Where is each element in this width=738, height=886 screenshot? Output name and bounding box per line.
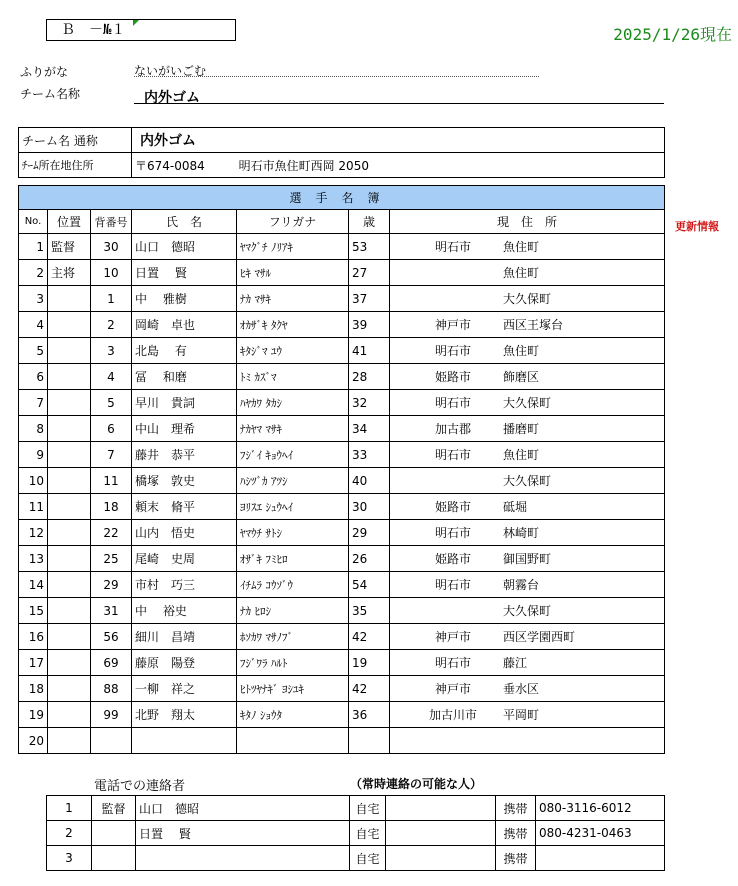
- player-number: 18: [91, 494, 132, 520]
- contact-row: [47, 821, 665, 846]
- contact-name: [136, 846, 350, 871]
- address-cell: [132, 153, 665, 178]
- address-city: 姫路市: [434, 552, 471, 566]
- address-town: 西区学園西町: [503, 630, 576, 644]
- player-row: [19, 442, 665, 468]
- player-no: 11: [19, 494, 48, 520]
- player-kana: ﾌｼﾞﾜﾗ ﾊﾙﾄ: [237, 650, 349, 676]
- player-address: [390, 650, 665, 676]
- player-row: [19, 546, 665, 572]
- player-address: [390, 364, 665, 390]
- home-phone: [386, 796, 496, 821]
- address-town: 西区王塚台: [503, 318, 564, 332]
- address-town: 大久保町: [503, 292, 552, 306]
- player-row: [19, 624, 665, 650]
- mobile-phone: 080-3116-6012: [536, 796, 665, 821]
- home-phone: [386, 846, 496, 871]
- address-town: 大久保町: [503, 474, 552, 488]
- mobile-label: 携帯: [496, 846, 536, 871]
- home-label: 自宅: [350, 796, 386, 821]
- player-age: 30: [349, 494, 390, 520]
- player-age: 54: [349, 572, 390, 598]
- player-number: 22: [91, 520, 132, 546]
- player-name: 北島 有: [132, 338, 237, 364]
- player-position: 監督: [48, 234, 91, 260]
- player-kana: ﾔﾏｸﾞﾁ ﾉﾘｱｷ: [237, 234, 349, 260]
- player-age: 36: [349, 702, 390, 728]
- player-row: [19, 494, 665, 520]
- player-position: [48, 702, 91, 728]
- player-name: 早川 貴詞: [132, 390, 237, 416]
- player-age: 19: [349, 650, 390, 676]
- player-address: [390, 624, 665, 650]
- player-age: 34: [349, 416, 390, 442]
- player-kana: [237, 728, 349, 754]
- cell-comment-marker: [133, 20, 139, 26]
- address-town: 魚住町: [503, 240, 540, 254]
- player-row: [19, 234, 665, 260]
- player-row: [19, 338, 665, 364]
- roster-table: [18, 185, 665, 754]
- player-no: 3: [19, 286, 48, 312]
- header-name: 氏 名: [132, 210, 237, 234]
- address-city: 神戸市: [434, 630, 471, 644]
- address-city: 明石市: [434, 526, 471, 540]
- player-name: 中山 理希: [132, 416, 237, 442]
- player-kana: ｷﾀｼﾞﾏ ﾕｳ: [237, 338, 349, 364]
- player-number: 69: [91, 650, 132, 676]
- player-position: [48, 364, 91, 390]
- player-row: [19, 676, 665, 702]
- alias-value: 内外ゴム: [132, 128, 665, 153]
- player-position: [48, 728, 91, 754]
- player-row: [19, 364, 665, 390]
- player-name: 細川 昌靖: [132, 624, 237, 650]
- player-name: 頼末 脩平: [132, 494, 237, 520]
- player-age: 28: [349, 364, 390, 390]
- header-kana: フリガナ: [237, 210, 349, 234]
- contact-role: [92, 846, 136, 871]
- player-no: 15: [19, 598, 48, 624]
- player-address: [390, 260, 665, 286]
- address-town: 魚住町: [503, 344, 540, 358]
- address-town: 砥堀: [503, 500, 528, 514]
- contact-row: [47, 796, 665, 821]
- address-town: 飾磨区: [503, 370, 540, 384]
- player-name: 日置 賢: [132, 260, 237, 286]
- player-address: [390, 416, 665, 442]
- player-no: 14: [19, 572, 48, 598]
- address-city: 明石市: [434, 396, 471, 410]
- player-position: [48, 650, 91, 676]
- player-row: [19, 520, 665, 546]
- mobile-label: 携帯: [496, 796, 536, 821]
- player-address: [390, 494, 665, 520]
- mobile-label: 携帯: [496, 821, 536, 846]
- player-address: [390, 676, 665, 702]
- player-row: [19, 286, 665, 312]
- player-row: [19, 650, 665, 676]
- address-label: ﾁｰﾑ所在地住所: [19, 153, 132, 178]
- player-number: 7: [91, 442, 132, 468]
- player-name: 山内 悟史: [132, 520, 237, 546]
- player-number: 25: [91, 546, 132, 572]
- team-name-label: チーム名称: [20, 87, 81, 101]
- player-row: [19, 468, 665, 494]
- player-address: [390, 546, 665, 572]
- player-row: [19, 702, 665, 728]
- player-age: 39: [349, 312, 390, 338]
- player-age: 53: [349, 234, 390, 260]
- player-position: [48, 546, 91, 572]
- contact-role: 監督: [92, 796, 136, 821]
- furigana-value: ないがいごむ: [134, 62, 539, 77]
- player-name: 中 雅樹: [132, 286, 237, 312]
- player-address: [390, 702, 665, 728]
- furigana-label: ふりがな: [20, 65, 69, 79]
- player-age: 35: [349, 598, 390, 624]
- player-name: 山口 德昭: [132, 234, 237, 260]
- player-age: 42: [349, 676, 390, 702]
- address-city: 加古郡: [434, 422, 471, 436]
- player-kana: ｵｶｻﾞｷ ﾀｸﾔ: [237, 312, 349, 338]
- contact-index: 3: [47, 846, 92, 871]
- player-address: [390, 468, 665, 494]
- player-position: [48, 442, 91, 468]
- player-name: 北野 翔太: [132, 702, 237, 728]
- player-position: [48, 312, 91, 338]
- player-name: 中 裕史: [132, 598, 237, 624]
- player-name: 市村 巧三: [132, 572, 237, 598]
- address-town: 垂水区: [503, 682, 540, 696]
- player-position: [48, 416, 91, 442]
- address-city: 神戸市: [434, 318, 471, 332]
- player-no: 8: [19, 416, 48, 442]
- player-age: 32: [349, 390, 390, 416]
- player-number: 5: [91, 390, 132, 416]
- player-name: 尾崎 史周: [132, 546, 237, 572]
- document-id-box: [46, 19, 236, 41]
- player-no: 13: [19, 546, 48, 572]
- header-no: No.: [19, 210, 48, 234]
- player-address: [390, 572, 665, 598]
- player-address: [390, 728, 665, 754]
- player-row: [19, 260, 665, 286]
- player-position: [48, 338, 91, 364]
- player-position: [48, 598, 91, 624]
- player-age: 29: [349, 520, 390, 546]
- player-no: 2: [19, 260, 48, 286]
- address-city: 姫路市: [434, 370, 471, 384]
- player-kana: ｵｻﾞｷ ﾌﾐﾋﾛ: [237, 546, 349, 572]
- player-number: 3: [91, 338, 132, 364]
- player-kana: ﾊｼﾂﾞｶ ｱﾂｼ: [237, 468, 349, 494]
- player-no: 10: [19, 468, 48, 494]
- player-address: [390, 520, 665, 546]
- player-number: 6: [91, 416, 132, 442]
- home-phone: [386, 821, 496, 846]
- player-number: 2: [91, 312, 132, 338]
- address-city: 明石市: [434, 656, 471, 670]
- player-row: [19, 416, 665, 442]
- player-kana: ｲﾁﾑﾗ ｺｳｿﾞｳ: [237, 572, 349, 598]
- player-age: 40: [349, 468, 390, 494]
- player-number: 30: [91, 234, 132, 260]
- player-address: [390, 286, 665, 312]
- header-address: 現 住 所: [390, 210, 665, 234]
- player-age: 41: [349, 338, 390, 364]
- player-no: 4: [19, 312, 48, 338]
- player-number: 4: [91, 364, 132, 390]
- roster-header-row: [19, 210, 665, 234]
- player-no: 6: [19, 364, 48, 390]
- team-info-table: [18, 127, 665, 178]
- player-no: 9: [19, 442, 48, 468]
- roster-title: 選手名簿: [19, 186, 665, 210]
- player-address: [390, 234, 665, 260]
- player-no: 1: [19, 234, 48, 260]
- player-position: [48, 624, 91, 650]
- address-town: 播磨町: [503, 422, 540, 436]
- player-name: [132, 728, 237, 754]
- player-kana: ﾖﾘｽｴ ｼｭｳﾍｲ: [237, 494, 349, 520]
- document-id: Ｂ －№１: [61, 22, 126, 38]
- player-number: 10: [91, 260, 132, 286]
- player-number: 56: [91, 624, 132, 650]
- player-position: 主将: [48, 260, 91, 286]
- address-town: 御国野町: [503, 552, 552, 566]
- player-position: [48, 676, 91, 702]
- address-town: 大久保町: [503, 396, 552, 410]
- update-info-link[interactable]: 更新情報: [675, 220, 719, 233]
- player-no: 12: [19, 520, 48, 546]
- contact-row: [47, 846, 665, 871]
- player-name: 冨 和磨: [132, 364, 237, 390]
- address-town: 魚住町: [503, 266, 540, 280]
- player-row: [19, 728, 665, 754]
- player-position: [48, 468, 91, 494]
- contact-name: 日置 賢: [136, 821, 350, 846]
- home-label: 自宅: [350, 821, 386, 846]
- address-city: 神戸市: [434, 682, 471, 696]
- player-kana: ﾔﾏｳﾁ ｻﾄｼ: [237, 520, 349, 546]
- address-city: 加古川市: [428, 708, 477, 722]
- player-name: 橋塚 敦史: [132, 468, 237, 494]
- player-no: 17: [19, 650, 48, 676]
- player-name: 藤原 陽登: [132, 650, 237, 676]
- player-age: 27: [349, 260, 390, 286]
- player-kana: ｷﾀﾉ ｼｮｳﾀ: [237, 702, 349, 728]
- address-value: 明石市魚住町西岡 2050: [238, 158, 369, 173]
- player-no: 19: [19, 702, 48, 728]
- contact-table: [46, 795, 665, 871]
- player-row: [19, 390, 665, 416]
- player-name: 一柳 祥之: [132, 676, 237, 702]
- player-kana: ﾅｶﾔﾏ ﾏｻｷ: [237, 416, 349, 442]
- player-position: [48, 286, 91, 312]
- address-city: 明石市: [434, 578, 471, 592]
- address-town: 朝霧台: [503, 578, 540, 592]
- player-kana: ﾄﾐ ｶｽﾞﾏ: [237, 364, 349, 390]
- player-no: 5: [19, 338, 48, 364]
- player-no: 18: [19, 676, 48, 702]
- address-city: 明石市: [434, 240, 471, 254]
- player-position: [48, 390, 91, 416]
- player-address: [390, 338, 665, 364]
- player-address: [390, 598, 665, 624]
- player-no: 16: [19, 624, 48, 650]
- player-age: 26: [349, 546, 390, 572]
- player-row: [19, 572, 665, 598]
- player-address: [390, 442, 665, 468]
- address-city: 明石市: [434, 448, 471, 462]
- player-no: 7: [19, 390, 48, 416]
- player-kana: ﾌｼﾞｲ ｷｮｳﾍｲ: [237, 442, 349, 468]
- header-age: 歳: [349, 210, 390, 234]
- player-kana: ﾊﾔｶﾜ ﾀｶｼ: [237, 390, 349, 416]
- address-city: 姫路市: [434, 500, 471, 514]
- player-number: [91, 728, 132, 754]
- address-town: 林崎町: [503, 526, 540, 540]
- header-number: 背番号: [91, 210, 132, 234]
- player-kana: ﾋﾄﾂﾔﾅｷﾞ ﾖｼﾕｷ: [237, 676, 349, 702]
- postal-code: 〒674-0084: [135, 158, 205, 173]
- contact-index: 2: [47, 821, 92, 846]
- contact-note: （常時連絡の可能な人）: [350, 777, 483, 791]
- contact-name: 山口 德昭: [136, 796, 350, 821]
- player-address: [390, 312, 665, 338]
- player-age: 42: [349, 624, 390, 650]
- player-number: 1: [91, 286, 132, 312]
- player-age: [349, 728, 390, 754]
- player-age: 33: [349, 442, 390, 468]
- player-age: 37: [349, 286, 390, 312]
- player-no: 20: [19, 728, 48, 754]
- player-number: 31: [91, 598, 132, 624]
- player-number: 88: [91, 676, 132, 702]
- address-town: 藤江: [503, 656, 528, 670]
- player-row: [19, 598, 665, 624]
- as-of-date: 2025/1/26現在: [613, 25, 732, 44]
- header-position: 位置: [48, 210, 91, 234]
- player-name: 藤井 恭平: [132, 442, 237, 468]
- mobile-phone: 080-4231-0463: [536, 821, 665, 846]
- contact-role: [92, 821, 136, 846]
- address-town: 魚住町: [503, 448, 540, 462]
- home-label: 自宅: [350, 846, 386, 871]
- alias-label: チーム名 通称: [19, 128, 132, 153]
- player-position: [48, 494, 91, 520]
- player-row: [19, 312, 665, 338]
- team-name-value: 内外ゴム: [134, 87, 664, 104]
- player-kana: ﾅｶ ﾏｻｷ: [237, 286, 349, 312]
- mobile-phone: [536, 846, 665, 871]
- contact-label: 電話での連絡者: [94, 779, 186, 794]
- player-number: 99: [91, 702, 132, 728]
- player-number: 11: [91, 468, 132, 494]
- player-kana: ﾎｿｶﾜ ﾏｻﾉﾌﾞ: [237, 624, 349, 650]
- address-city: 明石市: [434, 344, 471, 358]
- address-town: 平岡町: [503, 708, 540, 722]
- player-name: 岡崎 卓也: [132, 312, 237, 338]
- contact-index: 1: [47, 796, 92, 821]
- player-position: [48, 572, 91, 598]
- player-number: 29: [91, 572, 132, 598]
- player-position: [48, 520, 91, 546]
- address-town: 大久保町: [503, 604, 552, 618]
- player-address: [390, 390, 665, 416]
- player-kana: ﾅｶ ﾋﾛｼ: [237, 598, 349, 624]
- player-kana: ﾋｷ ﾏｻﾙ: [237, 260, 349, 286]
